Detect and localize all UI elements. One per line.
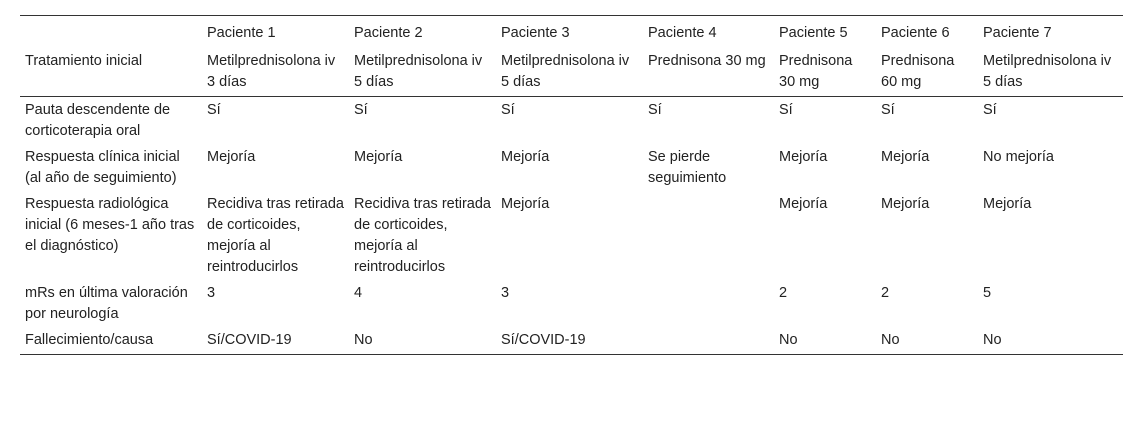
table-cell: Sí: [354, 102, 368, 118]
table-cell: Mejoría: [983, 196, 1032, 212]
table-row: [20, 327, 1123, 355]
table-cell: No mejoría: [983, 149, 1054, 165]
table-cell: [643, 191, 774, 280]
table-cell: [643, 280, 774, 327]
table-row: [20, 191, 1123, 280]
table-cell: Sí: [648, 102, 662, 118]
table-cell: Mejoría: [354, 149, 403, 165]
table-cell: Mejoría: [779, 196, 828, 212]
table-cell: Sí/COVID-19: [202, 327, 349, 355]
row-label: Respuesta clínica inicial (al año de seguimiento): [25, 149, 180, 186]
row-label: mRs en última valoración por neurología: [25, 285, 188, 322]
header-patient-7: Paciente 7: [978, 16, 1123, 50]
table-cell: Metilprednisolona iv 5 días: [496, 49, 643, 97]
table-cell: Prednisona 60 mg: [876, 49, 978, 97]
table-cell: Sí: [501, 102, 515, 118]
patient-table: [20, 15, 1123, 355]
table-cell: Sí: [779, 102, 793, 118]
header-patient-5: Paciente 5: [774, 16, 876, 50]
header-patient-2: Paciente 2: [349, 16, 496, 50]
table-cell: 5: [983, 285, 992, 301]
table-cell: No: [774, 327, 876, 355]
header-patient-4: Paciente 4: [643, 16, 774, 50]
header-patient-3: Paciente 3: [496, 16, 643, 50]
table-cell: Sí: [983, 102, 997, 118]
table-cell: Mejoría: [881, 149, 930, 165]
table-cell: 4: [354, 285, 363, 301]
table-cell: Mejoría: [881, 196, 930, 212]
table-row: [20, 97, 1123, 145]
table-cell: 3: [207, 285, 216, 301]
table-cell: No: [349, 327, 496, 355]
table-cell: Mejoría: [779, 149, 828, 165]
table-cell: Sí: [881, 102, 895, 118]
table-cell: [643, 327, 774, 355]
header-patient-1: Paciente 1: [202, 16, 349, 50]
row-label: Respuesta radiológica inicial (6 meses-1 año tras el diagnóstico): [25, 196, 195, 254]
header-row: [20, 16, 1123, 50]
table-cell: 3: [501, 285, 510, 301]
header-patient-6: Paciente 6: [876, 16, 978, 50]
table-cell: Mejoría: [501, 149, 550, 165]
table-cell: Sí/COVID-19: [496, 327, 643, 355]
table-cell: Se pierde seguimiento: [648, 149, 727, 186]
row-label: Tratamiento inicial: [20, 49, 202, 97]
table-cell: 2: [881, 285, 890, 301]
table-cell: Prednisona 30 mg: [643, 49, 774, 97]
table-cell: Recidiva tras retirada de corticoides, mejoría al reintroducirlos: [207, 196, 344, 275]
table-row: [20, 144, 1123, 191]
table-cell: Sí: [207, 102, 221, 118]
table-cell: Metilprednisolona iv 3 días: [202, 49, 349, 97]
table-row: [20, 280, 1123, 327]
table-cell: 2: [779, 285, 788, 301]
table-cell: Metilprednisolona iv 5 días: [978, 49, 1123, 97]
table-cell: Recidiva tras retirada de corticoides, mejoría al reintroducirlos: [354, 196, 491, 275]
header-corner: [20, 16, 202, 50]
table-cell: Prednisona 30 mg: [774, 49, 876, 97]
table-cell: No: [978, 327, 1123, 355]
row-label: Fallecimiento/causa: [20, 327, 202, 355]
table-row: [20, 49, 1123, 97]
table-cell: Mejoría: [501, 196, 550, 212]
table-container: [20, 15, 1123, 355]
row-label: Pauta descendente de corticoterapia oral: [25, 102, 171, 139]
table-cell: Metilprednisolona iv 5 días: [349, 49, 496, 97]
table-cell: No: [876, 327, 978, 355]
table-cell: Mejoría: [207, 149, 256, 165]
